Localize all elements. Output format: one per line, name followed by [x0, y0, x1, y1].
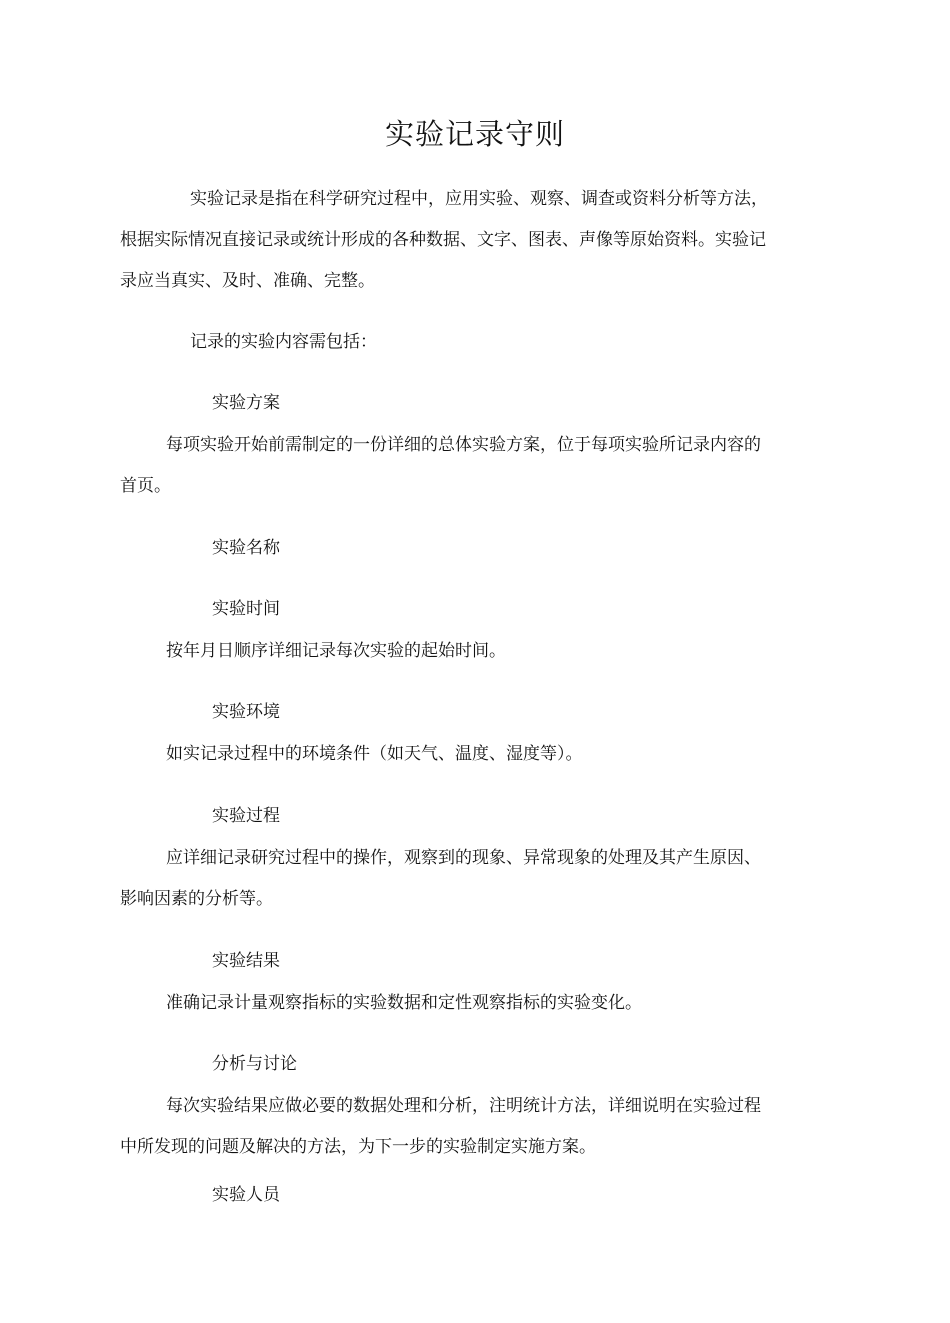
- section-body-environment-line-1: 如实记录过程中的环境条件（如天气、温度、湿度等）。: [166, 744, 583, 764]
- section-body-process-line-1: 应详细记录研究过程中的操作，观察到的现象、异常现象的处理及其产生原因、: [166, 848, 761, 868]
- intro-line-3: 录应当真实、及时、准确、完整。: [120, 271, 375, 291]
- contents-intro: 记录的实验内容需包括：: [190, 332, 377, 352]
- section-body-analysis-line-2: 中所发现的问题及解决的方法，为下一步的实验制定实施方案。: [120, 1137, 596, 1157]
- section-heading-process: 实验过程: [212, 806, 280, 826]
- section-heading-analysis: 分析与讨论: [212, 1054, 297, 1074]
- section-heading-environment: 实验环境: [212, 702, 280, 722]
- section-body-plan-line-1: 每项实验开始前需制定的一份详细的总体实验方案，位于每项实验所记录内容的: [166, 435, 761, 455]
- section-heading-name: 实验名称: [212, 538, 280, 558]
- section-body-time-line-1: 按年月日顺序详细记录每次实验的起始时间。: [166, 641, 506, 661]
- section-body-result-line-1: 准确记录计量观察指标的实验数据和定性观察指标的实验变化。: [166, 993, 642, 1013]
- section-heading-time: 实验时间: [212, 599, 280, 619]
- section-heading-plan: 实验方案: [212, 393, 280, 413]
- intro-line-1: 实验记录是指在科学研究过程中，应用实验、观察、调查或资料分析等方法，: [190, 189, 768, 209]
- section-heading-personnel: 实验人员: [212, 1185, 280, 1205]
- section-body-process-line-2: 影响因素的分析等。: [120, 889, 273, 909]
- page-title: 实验记录守则: [384, 117, 565, 151]
- section-heading-result: 实验结果: [212, 951, 280, 971]
- section-body-plan-line-2: 首页。: [120, 476, 171, 496]
- intro-line-2: 根据实际情况直接记录或统计形成的各种数据、文字、图表、声像等原始资料。实验记: [120, 230, 766, 250]
- section-body-analysis-line-1: 每次实验结果应做必要的数据处理和分析，注明统计方法，详细说明在实验过程: [166, 1096, 761, 1116]
